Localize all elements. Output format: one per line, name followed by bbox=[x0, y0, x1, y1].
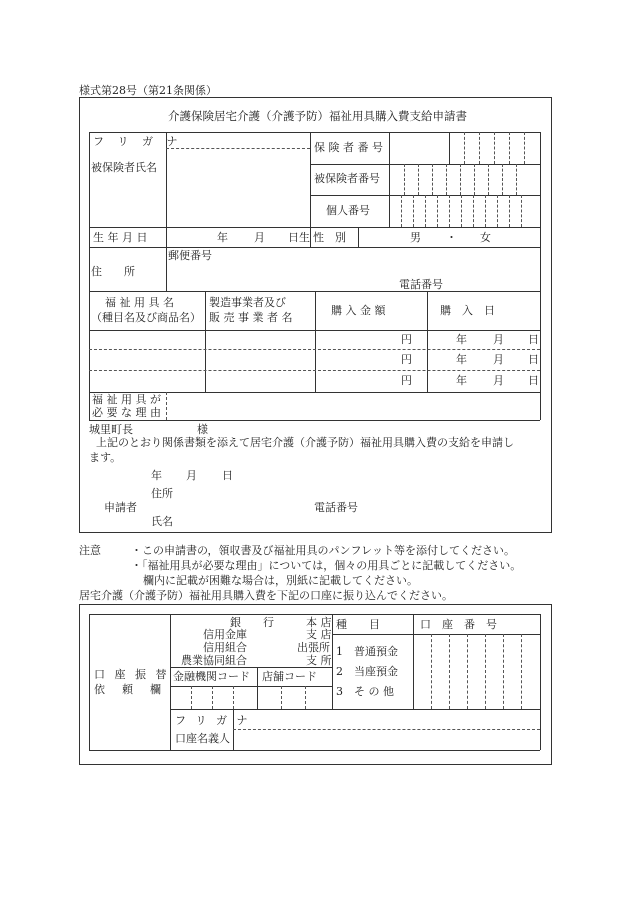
branch-type-branch: 支 店 bbox=[306, 628, 332, 641]
inst-code-field[interactable] bbox=[172, 688, 256, 708]
insured-name-label: 被保険者氏名 bbox=[91, 161, 157, 174]
postal-code-label: 郵便番号 bbox=[168, 249, 212, 262]
application-text-2: ます。 bbox=[89, 451, 122, 464]
note-line-1: ・この申請書の，領収書及び福祉用具のパンフレット等を添付してください。 bbox=[131, 544, 516, 557]
personal-number-label: 個人番号 bbox=[326, 204, 370, 217]
applicant-name-field[interactable] bbox=[178, 514, 378, 528]
application-day: 日 bbox=[222, 469, 233, 482]
kind-option-current[interactable]: 2 当座預金 bbox=[336, 665, 398, 678]
item-1-yen: 円 bbox=[401, 333, 412, 346]
gender-label: 性 別 bbox=[313, 231, 346, 244]
branch-name-field[interactable] bbox=[258, 616, 304, 666]
birth-month: 月 bbox=[254, 231, 265, 244]
applicant-label: 申請者 bbox=[104, 501, 137, 514]
branch-code-label: 店舗コード bbox=[262, 670, 317, 683]
form-title: 介護保険居宅介護（介護予防）福祉用具購入費支給申請書 bbox=[168, 109, 467, 123]
holder-name-field[interactable] bbox=[235, 731, 538, 749]
item-1-amount-field[interactable] bbox=[317, 332, 397, 348]
col-purchase-date: 購 入 日 bbox=[440, 304, 495, 317]
col-purchase-amount: 購 入 金 額 bbox=[331, 304, 386, 317]
item-1-maker-field[interactable] bbox=[207, 332, 313, 348]
item-1-month: 月 bbox=[493, 333, 504, 346]
item-3-day: 日 bbox=[528, 374, 539, 387]
applicant-address-field[interactable] bbox=[178, 486, 518, 500]
inst-code-label: 金融機関コード bbox=[173, 670, 250, 683]
furigana-label: フ リ ガ ナ bbox=[93, 135, 183, 148]
item-1-day: 日 bbox=[528, 333, 539, 346]
postal-code-field[interactable] bbox=[214, 249, 314, 262]
item-3-year: 年 bbox=[456, 374, 467, 387]
application-year: 年 bbox=[151, 469, 162, 482]
applicant-phone-label: 電話番号 bbox=[314, 501, 358, 514]
insurer-number-label: 保 険 者 番 号 bbox=[314, 141, 383, 154]
branch-type-sub: 支 所 bbox=[306, 654, 332, 667]
holder-furigana-label: フ リ ガ ナ bbox=[175, 714, 251, 727]
col-maker-sub: 販 売 事 業 者 名 bbox=[209, 311, 293, 324]
address-label: 住 所 bbox=[91, 265, 135, 278]
item-2-maker-field[interactable] bbox=[207, 351, 313, 369]
item-2-amount-field[interactable] bbox=[317, 351, 397, 369]
insured-name-field[interactable] bbox=[168, 150, 308, 225]
address-phone-label: 電話番号 bbox=[399, 278, 443, 291]
item-3-amount-field[interactable] bbox=[317, 372, 397, 390]
address-field[interactable] bbox=[168, 264, 538, 277]
gender-male-option[interactable]: 男 bbox=[410, 231, 421, 244]
kind-label: 種 目 bbox=[336, 618, 380, 631]
col-equipment-name-sub: （種目名及び商品名） bbox=[91, 311, 201, 324]
birth-year: 年 bbox=[217, 231, 228, 244]
inst-type-shinkin: 信用金庫 bbox=[203, 628, 247, 641]
birth-day: 日生 bbox=[288, 231, 310, 244]
branch-type-main: 本 店 bbox=[306, 616, 332, 629]
gender-separator: ・ bbox=[446, 231, 457, 244]
branch-type-office: 出張所 bbox=[297, 641, 330, 654]
birth-label: 生 年 月 日 bbox=[93, 231, 148, 244]
item-3-maker-field[interactable] bbox=[207, 372, 313, 390]
item-2-year: 年 bbox=[456, 353, 467, 366]
holder-furigana-field[interactable] bbox=[235, 711, 538, 728]
gender-female-option[interactable]: 女 bbox=[480, 231, 491, 244]
applicant-name-label: 氏名 bbox=[151, 515, 173, 528]
insured-number-label: 被保険者番号 bbox=[314, 172, 380, 185]
holder-name-label: 口座名義人 bbox=[175, 732, 230, 745]
item-3-month: 月 bbox=[493, 374, 504, 387]
account-number-label: 口 座 番 号 bbox=[420, 618, 497, 631]
address-phone-field[interactable] bbox=[446, 279, 538, 290]
transfer-instruction: 居宅介護（介護予防）福祉用具購入費を下記の口座に振り込んでください。 bbox=[79, 589, 453, 602]
notes-label: 注意 bbox=[79, 544, 101, 557]
reason-label-2: 必 要 な 理 由 bbox=[92, 406, 161, 419]
kind-option-ordinary[interactable]: 1 普通預金 bbox=[336, 645, 398, 658]
item-3-name-field[interactable] bbox=[91, 372, 203, 390]
inst-type-agri-coop: 農業協同組合 bbox=[181, 654, 247, 667]
applicant-phone-field[interactable] bbox=[362, 500, 522, 514]
furigana-field[interactable] bbox=[168, 134, 308, 147]
note-line-3: 欄内に記載が困難な場合は，別紙に記載してください。 bbox=[143, 574, 418, 587]
reason-label-1: 福 祉 用 具 が bbox=[92, 393, 161, 406]
note-line-2: ・「福祉用具が必要な理由」については，個々の用具ごとに記載してください。 bbox=[131, 559, 522, 572]
inst-type-credit-union: 信用組合 bbox=[203, 641, 247, 654]
application-text-1: 上記のとおり関係書類を添えて居宅介護（介護予防）福祉用具購入費の支給を申請し bbox=[96, 436, 514, 449]
inst-type-bank: 銀 行 bbox=[230, 616, 274, 629]
item-1-name-field[interactable] bbox=[91, 332, 203, 348]
item-3-yen: 円 bbox=[401, 374, 412, 387]
item-2-month: 月 bbox=[493, 353, 504, 366]
kind-option-other[interactable]: 3 そ の 他 bbox=[336, 685, 394, 698]
application-month: 月 bbox=[186, 469, 197, 482]
col-maker: 製造事業者及び bbox=[209, 296, 286, 309]
item-2-yen: 円 bbox=[401, 353, 412, 366]
item-2-name-field[interactable] bbox=[91, 351, 203, 369]
addressee-honorific: 様 bbox=[197, 423, 208, 436]
branch-code-field[interactable] bbox=[259, 688, 331, 708]
bank-section-label-1: 口 座 振 替 bbox=[94, 668, 170, 681]
bank-section-label-2: 依 頼 欄 bbox=[94, 683, 164, 696]
form-number: 様式第28号（第21条関係） bbox=[79, 84, 217, 97]
reason-field[interactable] bbox=[168, 394, 538, 418]
addressee: 城里町長 bbox=[89, 423, 133, 436]
item-2-day: 日 bbox=[528, 353, 539, 366]
applicant-address-label: 住所 bbox=[151, 487, 173, 500]
item-1-year: 年 bbox=[456, 333, 467, 346]
institution-name-field[interactable] bbox=[172, 616, 232, 666]
col-equipment-name: 福 祉 用 具 名 bbox=[105, 296, 174, 309]
